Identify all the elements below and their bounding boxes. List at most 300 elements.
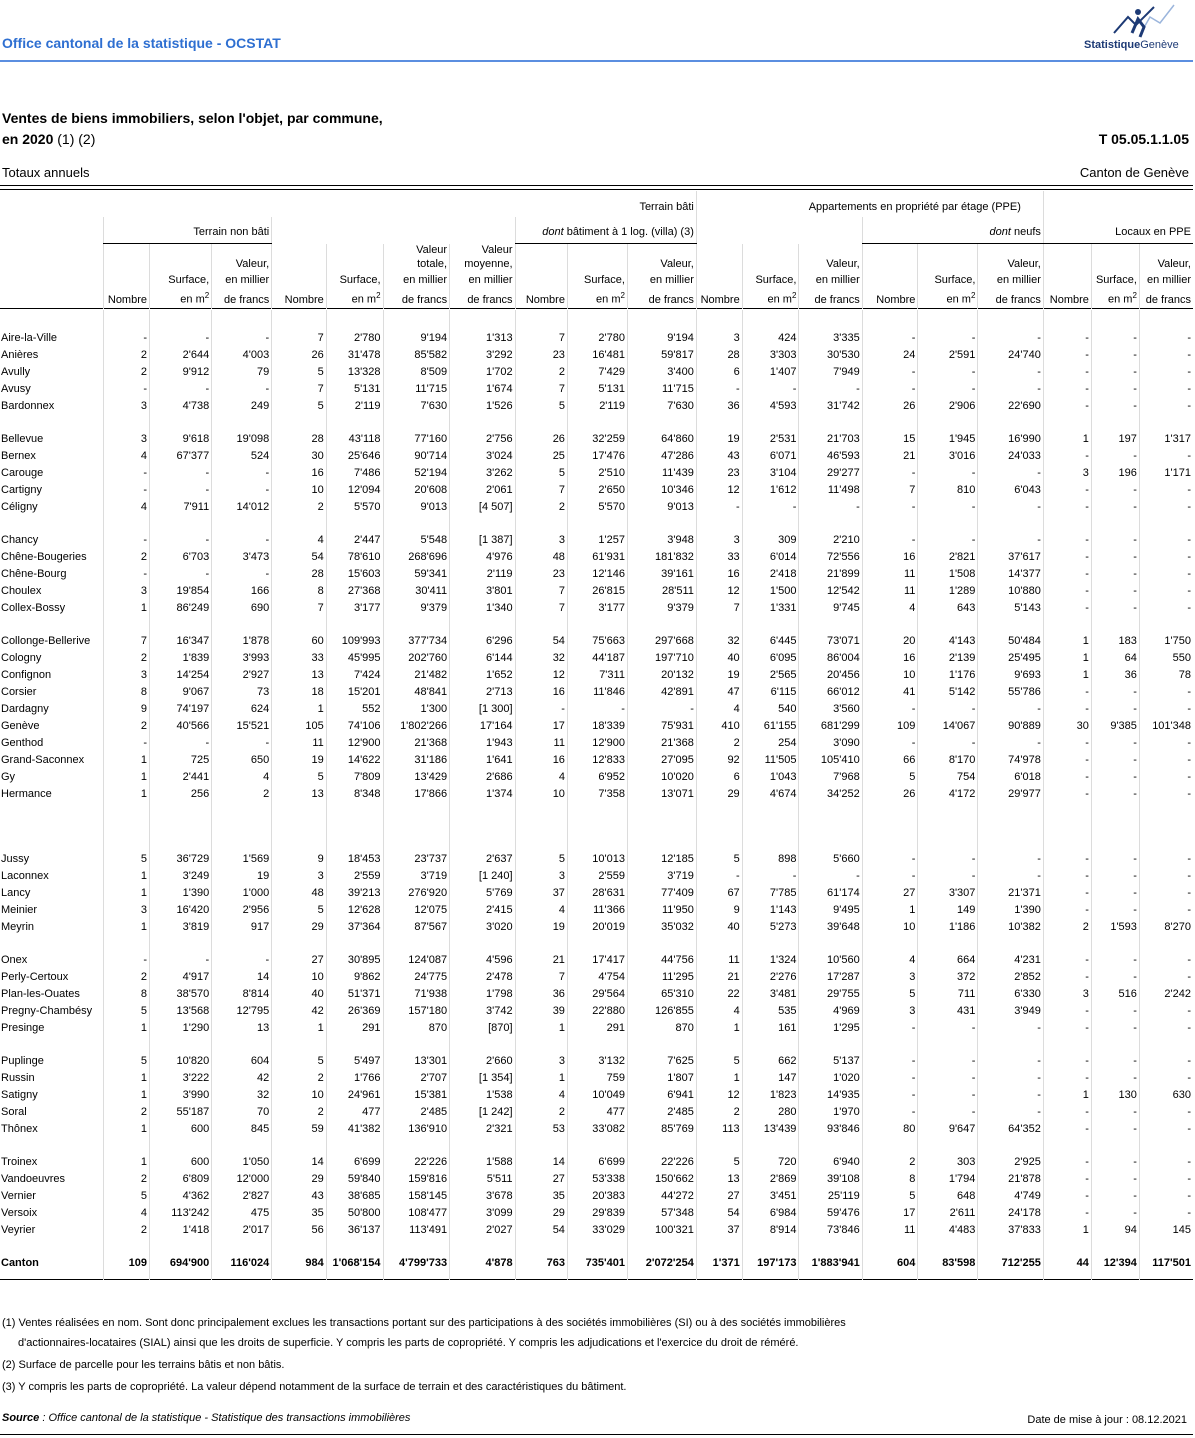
update-date: Date de mise à jour : 08.12.2021 bbox=[1027, 1414, 1187, 1426]
value-cell: 12 bbox=[515, 667, 567, 684]
value-cell: - bbox=[1091, 600, 1139, 617]
value-cell: 27'368 bbox=[326, 583, 383, 600]
value-cell: 2 bbox=[272, 1104, 327, 1121]
commune-name: Confignon bbox=[1, 668, 52, 681]
value-cell: 14 bbox=[272, 1154, 327, 1171]
value-cell: 2'650 bbox=[567, 482, 627, 499]
value-cell: 10 bbox=[862, 667, 918, 684]
value-cell: 30'530 bbox=[799, 347, 862, 364]
value-cell: 4'917 bbox=[150, 969, 212, 986]
value-cell: 13 bbox=[272, 786, 327, 803]
value-cell: 754 bbox=[918, 769, 978, 786]
value-cell: - bbox=[918, 532, 978, 549]
value-cell: 31'742 bbox=[799, 398, 862, 415]
table-row bbox=[0, 969, 1193, 986]
value-cell: 109 bbox=[104, 1253, 150, 1273]
value-cell: 1'257 bbox=[567, 532, 627, 549]
value-cell: 5'131 bbox=[567, 381, 627, 398]
col-header-line2 bbox=[696, 256, 742, 272]
value-cell: 4'738 bbox=[150, 398, 212, 415]
table-row bbox=[0, 667, 1193, 684]
table-row bbox=[0, 448, 1193, 465]
value-cell: 4 bbox=[104, 499, 150, 516]
value-cell: 4 bbox=[862, 600, 918, 617]
table-row bbox=[0, 684, 1193, 701]
col-header-line2: Valeur, bbox=[978, 256, 1043, 272]
value-cell: - bbox=[1139, 549, 1193, 566]
value-cell: - bbox=[1091, 1020, 1139, 1037]
value-cell: - bbox=[1043, 330, 1091, 347]
commune-name: Vernier bbox=[1, 1189, 36, 1202]
value-cell: 3'177 bbox=[567, 600, 627, 617]
value-cell: 15'381 bbox=[383, 1087, 450, 1104]
col-header-line4: en $m^2$ bbox=[567, 288, 627, 308]
value-cell: 3 bbox=[104, 667, 150, 684]
value-cell: 1'043 bbox=[742, 769, 799, 786]
value-cell: 27 bbox=[272, 952, 327, 969]
value-cell: 1'050 bbox=[212, 1154, 272, 1171]
value-cell: 47 bbox=[696, 684, 742, 701]
value-cell: 12'833 bbox=[567, 752, 627, 769]
value-cell: 15'521 bbox=[212, 718, 272, 735]
value-cell: 4'003 bbox=[212, 347, 272, 364]
value-cell: 7 bbox=[272, 600, 327, 617]
value-cell: 535 bbox=[742, 1003, 799, 1020]
value-cell: - bbox=[918, 499, 978, 516]
value-cell: 8'270 bbox=[1139, 919, 1193, 936]
col-header-line3: en millier bbox=[978, 272, 1043, 288]
value-cell: - bbox=[1091, 1070, 1139, 1087]
value-cell: 13'439 bbox=[742, 1121, 799, 1138]
col-header-line2 bbox=[1043, 256, 1091, 272]
value-cell: 19'854 bbox=[150, 583, 212, 600]
value-cell: 6'699 bbox=[326, 1154, 383, 1171]
value-cell: 1'588 bbox=[450, 1154, 515, 1171]
value-cell: 4 bbox=[862, 952, 918, 969]
commune-name: Carouge bbox=[1, 466, 44, 479]
table-row bbox=[0, 465, 1193, 482]
value-cell: - bbox=[104, 952, 150, 969]
col-header-line1 bbox=[862, 244, 918, 257]
value-cell: - bbox=[862, 851, 918, 868]
commune-name: Pregny-Chambésy bbox=[1, 1004, 93, 1017]
value-cell: 22'690 bbox=[978, 398, 1043, 415]
value-cell: - bbox=[978, 868, 1043, 885]
col-header-line2: Valeur, bbox=[627, 256, 696, 272]
value-cell: 1'593 bbox=[1091, 919, 1139, 936]
commune-name: Troinex bbox=[1, 1155, 38, 1168]
value-cell: - bbox=[978, 1087, 1043, 1104]
value-cell: 9'495 bbox=[799, 902, 862, 919]
value-cell: 13 bbox=[696, 1171, 742, 1188]
col-header-line2: Valeur, bbox=[799, 256, 862, 272]
value-cell: 10'560 bbox=[799, 952, 862, 969]
value-cell: 5'497 bbox=[326, 1053, 383, 1070]
value-cell: 32 bbox=[515, 650, 567, 667]
value-cell: 10 bbox=[272, 1087, 327, 1104]
value-cell: - bbox=[515, 701, 567, 718]
value-cell: 309 bbox=[742, 532, 799, 549]
value-cell: 10'382 bbox=[978, 919, 1043, 936]
value-cell: 26 bbox=[272, 347, 327, 364]
value-cell: 10 bbox=[272, 969, 327, 986]
value-cell: 1 bbox=[104, 786, 150, 803]
value-cell: - bbox=[1091, 684, 1139, 701]
col-header-line4: Nombre bbox=[515, 288, 567, 308]
value-cell: 643 bbox=[918, 600, 978, 617]
value-cell: - bbox=[1139, 1104, 1193, 1121]
value-cell: 5'142 bbox=[918, 684, 978, 701]
value-cell: 16'347 bbox=[150, 633, 212, 650]
value-cell: 105'410 bbox=[799, 752, 862, 769]
table-row bbox=[0, 735, 1193, 752]
value-cell: - bbox=[862, 735, 918, 752]
value-cell: 1'878 bbox=[212, 633, 272, 650]
value-cell: 21'899 bbox=[799, 566, 862, 583]
value-cell: 1'390 bbox=[978, 902, 1043, 919]
value-cell: 604 bbox=[862, 1253, 918, 1273]
value-cell: 113'491 bbox=[383, 1222, 450, 1239]
value-cell: 15'201 bbox=[326, 684, 383, 701]
value-cell: - bbox=[1091, 1053, 1139, 1070]
value-cell: - bbox=[104, 465, 150, 482]
value-cell: 650 bbox=[212, 752, 272, 769]
value-cell: - bbox=[1139, 1154, 1193, 1171]
commune-name: Grand-Saconnex bbox=[1, 753, 85, 766]
value-cell: 12'542 bbox=[799, 583, 862, 600]
value-cell: - bbox=[1091, 549, 1139, 566]
value-cell: 3'719 bbox=[383, 868, 450, 885]
value-cell: 32 bbox=[696, 633, 742, 650]
value-cell: 291 bbox=[326, 1020, 383, 1037]
value-cell: 29 bbox=[696, 786, 742, 803]
value-cell: 14'067 bbox=[918, 718, 978, 735]
value-cell: 12'394 bbox=[1091, 1253, 1139, 1273]
table-row bbox=[0, 398, 1193, 415]
commune-name: Perly-Certoux bbox=[1, 970, 69, 983]
value-cell: 80 bbox=[862, 1121, 918, 1138]
value-cell: 664 bbox=[918, 952, 978, 969]
value-cell: 10'013 bbox=[567, 851, 627, 868]
value-cell: 1 bbox=[1043, 667, 1091, 684]
value-cell: 5'570 bbox=[567, 499, 627, 516]
value-cell: 86'249 bbox=[150, 600, 212, 617]
value-cell: 166 bbox=[212, 583, 272, 600]
value-cell: 1 bbox=[515, 1070, 567, 1087]
col-header-line2 bbox=[567, 256, 627, 272]
value-cell: 2'780 bbox=[326, 330, 383, 347]
value-cell: 5'143 bbox=[978, 600, 1043, 617]
value-cell: 11'715 bbox=[383, 381, 450, 398]
value-cell: 113 bbox=[696, 1121, 742, 1138]
value-cell: 7 bbox=[696, 600, 742, 617]
value-cell: 54 bbox=[515, 633, 567, 650]
col-header-line4: de francs bbox=[450, 288, 515, 308]
col-header-line3: en millier bbox=[1139, 272, 1193, 288]
value-cell: 46'593 bbox=[799, 448, 862, 465]
value-cell: 9'647 bbox=[918, 1121, 978, 1138]
value-cell: 25'646 bbox=[326, 448, 383, 465]
value-cell: 28 bbox=[696, 347, 742, 364]
value-cell: 5 bbox=[272, 398, 327, 415]
value-cell: - bbox=[862, 381, 918, 398]
value-cell: 6 bbox=[696, 769, 742, 786]
value-cell: 2'027 bbox=[450, 1222, 515, 1239]
value-cell: 524 bbox=[212, 448, 272, 465]
value-cell: - bbox=[1091, 786, 1139, 803]
value-cell: - bbox=[1091, 532, 1139, 549]
value-cell: 20'019 bbox=[567, 919, 627, 936]
value-cell: 1'612 bbox=[742, 482, 799, 499]
table-row bbox=[0, 1070, 1193, 1087]
value-cell: 10'049 bbox=[567, 1087, 627, 1104]
value-cell: 3'292 bbox=[450, 347, 515, 364]
value-cell: 18'453 bbox=[326, 851, 383, 868]
header-terrain-non-bati: Terrain non bâti bbox=[104, 217, 272, 244]
value-cell: 14'377 bbox=[978, 566, 1043, 583]
commune-name: Satigny bbox=[1, 1088, 38, 1101]
value-cell: 101'348 bbox=[1139, 718, 1193, 735]
value-cell: 3 bbox=[104, 398, 150, 415]
value-cell: 30 bbox=[272, 448, 327, 465]
value-cell: 117'501 bbox=[1139, 1253, 1193, 1273]
value-cell: 870 bbox=[627, 1020, 696, 1037]
value-cell: 3'104 bbox=[742, 465, 799, 482]
value-cell: 17'417 bbox=[567, 952, 627, 969]
value-cell: - bbox=[212, 465, 272, 482]
table-row bbox=[0, 1222, 1193, 1239]
value-cell: 22'880 bbox=[567, 1003, 627, 1020]
value-cell: 27 bbox=[862, 885, 918, 902]
col-header-line4: de francs bbox=[1139, 288, 1193, 308]
value-cell: - bbox=[918, 1087, 978, 1104]
value-cell: 5 bbox=[272, 364, 327, 381]
commune-name: Dardagny bbox=[1, 702, 49, 715]
table-row bbox=[0, 566, 1193, 583]
value-cell: 276'920 bbox=[383, 885, 450, 902]
value-cell: 36'729 bbox=[150, 851, 212, 868]
value-cell: - bbox=[1139, 868, 1193, 885]
value-cell: 5'273 bbox=[742, 919, 799, 936]
value-cell: 6'071 bbox=[742, 448, 799, 465]
value-cell: 64 bbox=[1091, 650, 1139, 667]
value-cell: 550 bbox=[1139, 650, 1193, 667]
value-cell: - bbox=[1043, 482, 1091, 499]
value-cell: 48'841 bbox=[383, 684, 450, 701]
value-cell: 13'301 bbox=[383, 1053, 450, 1070]
value-cell: 9 bbox=[272, 851, 327, 868]
value-cell: - bbox=[1139, 330, 1193, 347]
table-row bbox=[0, 868, 1193, 885]
value-cell: 37'617 bbox=[978, 549, 1043, 566]
value-cell: 10 bbox=[272, 482, 327, 499]
value-cell: 5 bbox=[696, 851, 742, 868]
table-row bbox=[0, 851, 1193, 868]
value-cell: 6'940 bbox=[799, 1154, 862, 1171]
value-cell: 34'252 bbox=[799, 786, 862, 803]
page-title: Ventes de biens immobiliers, selon l'objet, par commune, bbox=[2, 110, 383, 126]
value-cell: 67 bbox=[696, 885, 742, 902]
value-cell: - bbox=[1091, 566, 1139, 583]
value-cell: 183 bbox=[1091, 633, 1139, 650]
value-cell: 39'161 bbox=[627, 566, 696, 583]
table-top-rule bbox=[0, 185, 1193, 186]
value-cell: - bbox=[978, 735, 1043, 752]
value-cell: 16 bbox=[272, 465, 327, 482]
value-cell: 3'024 bbox=[450, 448, 515, 465]
value-cell: 4 bbox=[104, 1205, 150, 1222]
value-cell: 2'686 bbox=[450, 769, 515, 786]
value-cell: 3'560 bbox=[799, 701, 862, 718]
table-row bbox=[0, 347, 1193, 364]
value-cell: 21'703 bbox=[799, 431, 862, 448]
col-header-line2 bbox=[862, 256, 918, 272]
value-cell: - bbox=[1091, 885, 1139, 902]
col-header-line1: Valeur bbox=[383, 244, 450, 257]
org-title: Office cantonal de la statistique - OCSTAT bbox=[2, 35, 281, 51]
value-cell: 3 bbox=[515, 532, 567, 549]
value-cell: 33'082 bbox=[567, 1121, 627, 1138]
value-cell: 20'456 bbox=[799, 667, 862, 684]
value-cell: 2'591 bbox=[918, 347, 978, 364]
header-villa: dont bâtiment à 1 log. (villa) (3) bbox=[515, 217, 696, 244]
value-cell: - bbox=[1043, 735, 1091, 752]
value-cell: 1 bbox=[1043, 1222, 1091, 1239]
value-cell: 57'348 bbox=[627, 1205, 696, 1222]
value-cell: - bbox=[150, 465, 212, 482]
value-cell: - bbox=[918, 1053, 978, 1070]
value-cell: 15 bbox=[862, 431, 918, 448]
value-cell: 28'511 bbox=[627, 583, 696, 600]
value-cell: 12'628 bbox=[326, 902, 383, 919]
value-cell: 2'072'254 bbox=[627, 1253, 696, 1273]
value-cell: - bbox=[1091, 347, 1139, 364]
col-header-line1 bbox=[104, 244, 150, 257]
value-cell: 47'286 bbox=[627, 448, 696, 465]
value-cell: - bbox=[978, 364, 1043, 381]
value-cell: 7 bbox=[862, 482, 918, 499]
value-cell: 27'095 bbox=[627, 752, 696, 769]
value-cell: 6'296 bbox=[450, 633, 515, 650]
value-cell: - bbox=[1139, 969, 1193, 986]
source-note: Source : Office cantonal de la statistique - Statistique des transactions immobilières bbox=[2, 1412, 411, 1424]
value-cell: - bbox=[104, 566, 150, 583]
value-cell: 1'171 bbox=[1139, 465, 1193, 482]
value-cell: 73'846 bbox=[799, 1222, 862, 1239]
value-cell: 870 bbox=[383, 1020, 450, 1037]
value-cell: 7 bbox=[272, 330, 327, 347]
value-cell: 13'568 bbox=[150, 1003, 212, 1020]
value-cell: 1'407 bbox=[742, 364, 799, 381]
value-cell: 17 bbox=[862, 1205, 918, 1222]
value-cell: 43 bbox=[272, 1188, 327, 1205]
commune-name: Thônex bbox=[1, 1122, 38, 1135]
value-cell: - bbox=[1043, 347, 1091, 364]
value-cell: - bbox=[918, 381, 978, 398]
value-cell: 8 bbox=[272, 583, 327, 600]
value-cell: 37'833 bbox=[978, 1222, 1043, 1239]
value-cell: 7'949 bbox=[799, 364, 862, 381]
col-header-line3: en millier bbox=[450, 272, 515, 288]
value-cell: 23 bbox=[696, 465, 742, 482]
value-cell: 7 bbox=[515, 330, 567, 347]
value-cell: - bbox=[1139, 482, 1193, 499]
value-cell: 2 bbox=[1043, 919, 1091, 936]
value-cell: 3 bbox=[104, 902, 150, 919]
value-cell: 377'734 bbox=[383, 633, 450, 650]
value-cell: - bbox=[918, 851, 978, 868]
commune-name: Gy bbox=[1, 770, 16, 783]
table-row bbox=[0, 1020, 1193, 1037]
table-row bbox=[0, 701, 1193, 718]
col-header-line3: Surface, bbox=[150, 272, 212, 288]
value-cell: - bbox=[1139, 1020, 1193, 1037]
table-row bbox=[0, 633, 1193, 650]
col-header-line1 bbox=[272, 244, 327, 257]
value-cell: - bbox=[1091, 499, 1139, 516]
value-cell: 372 bbox=[918, 969, 978, 986]
value-cell: 16'481 bbox=[567, 347, 627, 364]
value-cell: 3 bbox=[104, 431, 150, 448]
value-cell: 11'366 bbox=[567, 902, 627, 919]
value-cell: 11 bbox=[862, 1222, 918, 1239]
value-cell: 35 bbox=[515, 1188, 567, 1205]
value-cell: 3'020 bbox=[450, 919, 515, 936]
value-cell: 38'570 bbox=[150, 986, 212, 1003]
value-cell: 12'900 bbox=[326, 735, 383, 752]
footnote-1: (1) Ventes réalisées en nom. Sont donc principalement exclues les transactions portant sur des participations à des sociétés immobilières (SI) ou à des sociétés immobilières bbox=[2, 1317, 846, 1329]
value-cell: - bbox=[1043, 752, 1091, 769]
value-cell: 23 bbox=[515, 566, 567, 583]
value-cell: 9'379 bbox=[627, 600, 696, 617]
value-cell: 9'745 bbox=[799, 600, 862, 617]
col-header-line2 bbox=[742, 256, 799, 272]
value-cell: 2 bbox=[104, 1222, 150, 1239]
value-cell: - bbox=[978, 851, 1043, 868]
value-cell: 33 bbox=[696, 549, 742, 566]
value-cell: 87'567 bbox=[383, 919, 450, 936]
value-cell: 1'883'941 bbox=[799, 1253, 862, 1273]
value-cell: 7 bbox=[515, 381, 567, 398]
header-locaux-ppe: Locaux en PPE bbox=[1043, 217, 1193, 244]
value-cell: 18 bbox=[272, 684, 327, 701]
value-cell: 1 bbox=[104, 752, 150, 769]
value-cell: 116'024 bbox=[212, 1253, 272, 1273]
value-cell: 19 bbox=[696, 431, 742, 448]
table-row bbox=[0, 1104, 1193, 1121]
value-cell: 2'510 bbox=[567, 465, 627, 482]
value-cell: 2'559 bbox=[567, 868, 627, 885]
commune-name: Corsier bbox=[1, 685, 37, 698]
value-cell: 12 bbox=[696, 1087, 742, 1104]
value-cell: 759 bbox=[567, 1070, 627, 1087]
col-header-line3: en millier bbox=[383, 272, 450, 288]
col-header-line3: en millier bbox=[627, 272, 696, 288]
value-cell: 9'067 bbox=[150, 684, 212, 701]
value-cell: 22 bbox=[696, 986, 742, 1003]
value-cell: 90'889 bbox=[978, 718, 1043, 735]
value-cell: [1 354] bbox=[450, 1070, 515, 1087]
value-cell: - bbox=[1091, 735, 1139, 752]
value-cell: 268'696 bbox=[383, 549, 450, 566]
value-cell: - bbox=[1091, 482, 1139, 499]
value-cell: 7'311 bbox=[567, 667, 627, 684]
value-cell: 7 bbox=[515, 969, 567, 986]
value-cell: 157'180 bbox=[383, 1003, 450, 1020]
value-cell: - bbox=[862, 1104, 918, 1121]
value-cell: 4 bbox=[272, 532, 327, 549]
table-row bbox=[0, 1188, 1193, 1205]
